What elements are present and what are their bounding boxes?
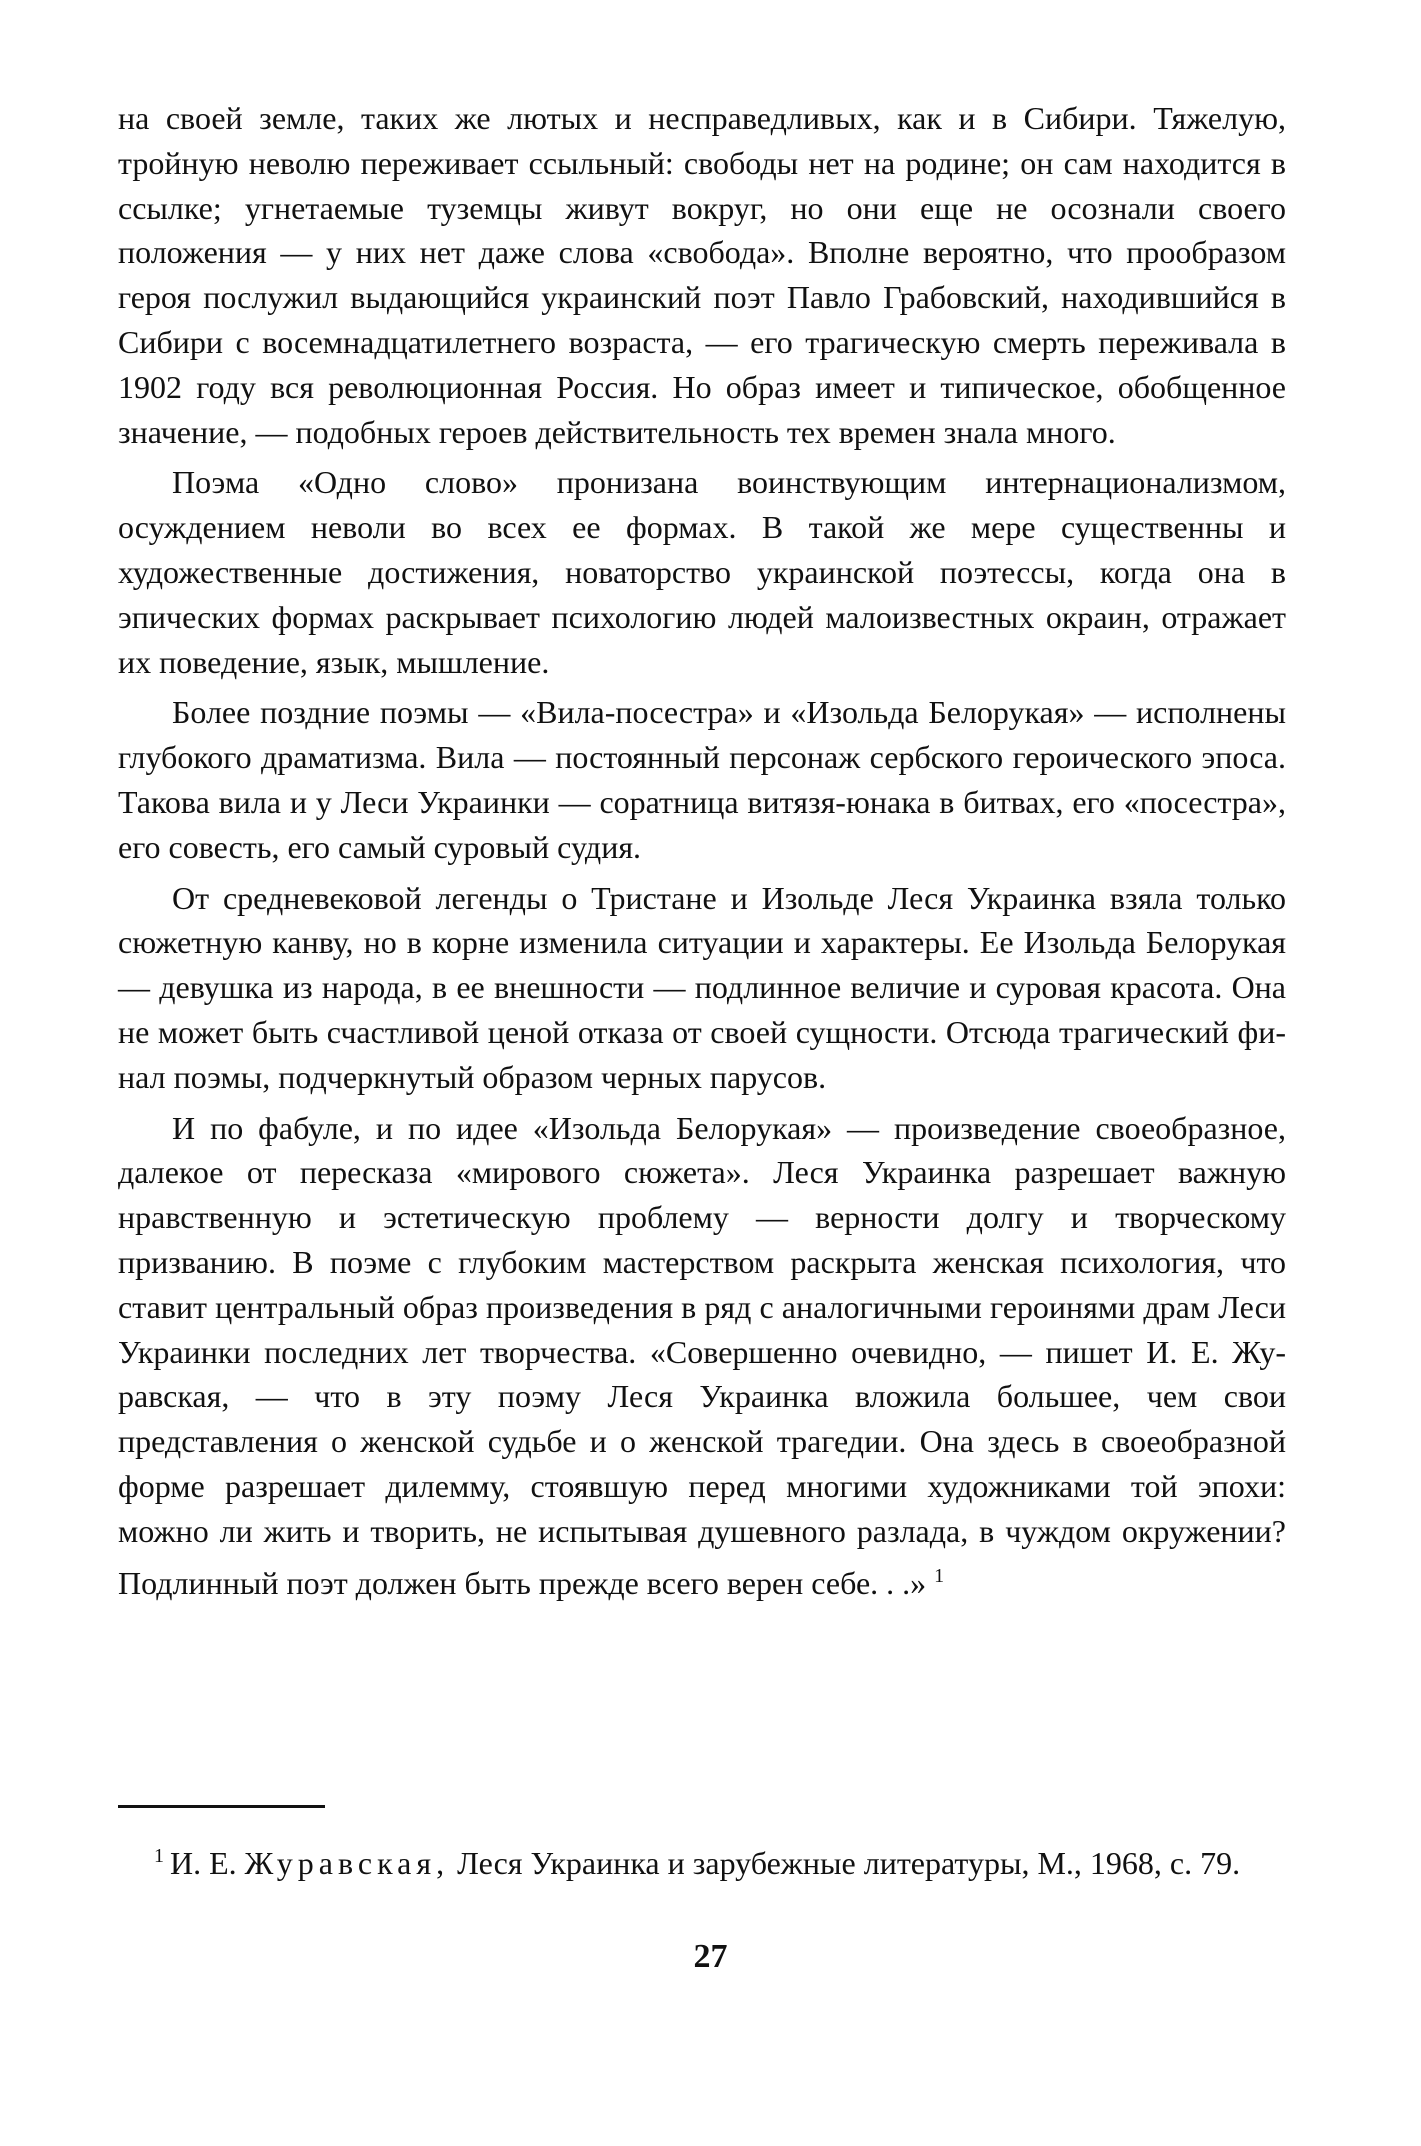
paragraph-4: От средневековой легенды о Тристане и Изольде Леся Украинка взяла только сюжетную канву, но в корне изменила ситуации и характеры. Ее Изольда Белорукая — девушка из народа, в ее внешности — подлинное величие и суровая красота. Она не может быть счастливой ценой отказа от своей сущности. Отсюда трагический финал поэмы, подчеркнутый образом черных парусов. <box>118 879 1286 1095</box>
footnote-marker: 1 <box>154 1845 164 1867</box>
paragraph-3: Более поздние поэмы — «Вила-посестра» и «Изольда Белорукая» — исполнены глубокого драматизма. Вила — постоянный персонаж сербского героического эпоса. Такова вила и у Леси Украинки — соратница витязя-юнака в битвах, его «посестра», его совесть, его самый суровый судия. <box>118 694 1286 865</box>
footnote-author-name: Журавская, <box>244 1845 450 1881</box>
paragraph-1: на своей земле, таких же лютых и несправедливых, как и в Сибири. Тяжелую, тройную неволю переживает ссыльный: свободы нет на родине; он сам находится в ссылке; угнетаемые туземцы живут вокруг, но они еще не осознали своего положения — у них нет даже слова «свобода». Вполне вероятно, что прообразом героя послужил выдающийся украинский поэт Павло Грабовский, находившийся в Сибири с восемнадцатилетнего возраста, — его трагическую смерть переживала в 1902 году вся революционная Россия. Но образ имеет и типическое, обобщенное значение, — подобных героев действительность тех времен знала много. <box>118 100 1286 450</box>
page-body <box>118 96 1286 1605</box>
paragraph-5 <box>118 1106 1286 1606</box>
page-number: 27 <box>693 1938 728 1975</box>
footnote <box>118 1834 1286 1885</box>
footnote-reference: 1 <box>934 1564 945 1587</box>
footnote-divider <box>118 1805 325 1808</box>
paragraph-2: Поэма «Одно слово» пронизана воинствующим интернационализмом, осуждением неволи во всех ее формах. В такой же мере существенны и художественные достижения, новаторство украинской поэтессы, когда она в эпических формах раскрывает психологию людей малоизвестных окраин, отражает их поведение, язык, мышление. <box>118 464 1286 680</box>
paragraph-5-text: И по фабуле, и по идее «Изольда Белорукая» — произведение своеобразное, далекое от пересказа «мирового сюжета». Леся Украинка разрешает важную нравственную и эстетическую проблему — верности долгу и творческому призванию. В поэме с глубоким мастерством раскрыта женская психология, что ставит центральный образ произведения в ряд с аналогичными героинями драм Леси Украинки последних лет творчества. «Совершенно очевидно, — пишет И. Е. Журавская, — что в эту поэму Леся Украинка вложила большее, чем свои представления о женской судьбе и о женской трагедии. Она здесь в своеобразной форме разрешает дилемму, стоявшую перед многими художниками той эпохи: можно ли жить и творить, не испытывая душевного разлада, в чуждом окружении? Подлинный поэт должен быть прежде всего верен себе. . .» <box>118 1109 1286 1601</box>
footnote-citation: Леся Украинка и зарубежные литературы, М., 1968, с. 79. <box>457 1845 1241 1881</box>
footnote-author-initials: И. Е. <box>170 1845 237 1881</box>
